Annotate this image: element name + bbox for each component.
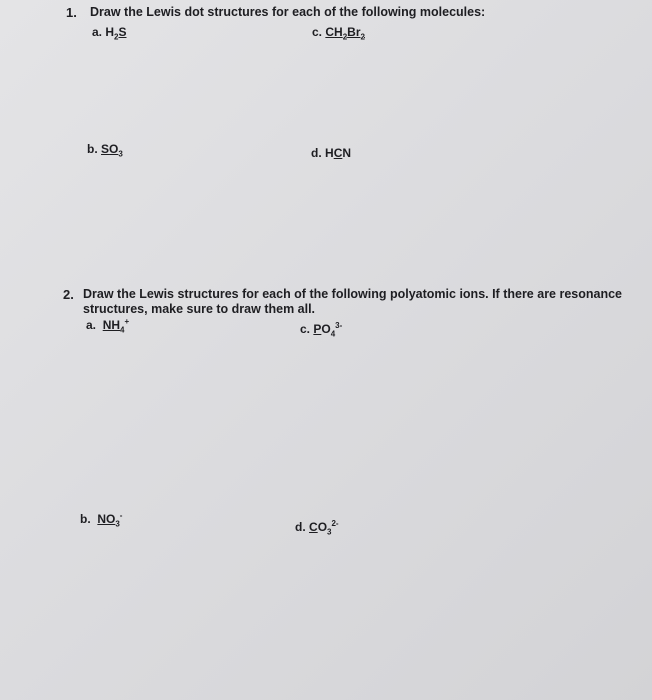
q2-prompt-line1: Draw the Lewis structures for each of the following polyatomic ions. If there are resonance: [83, 287, 623, 301]
q1-item-d: d. HCN: [311, 146, 352, 160]
q1-number: 1.: [66, 5, 77, 20]
q2-item-c: c. $PO_4^{3-}$: [300, 321, 343, 339]
q1-prompt: Draw the Lewis dot structures for each of the following molecules:: [90, 5, 486, 19]
q2-number: 2.: [63, 287, 74, 302]
q2-item-b: b. $NO_3^-$: [80, 511, 123, 529]
q2-item-d: d. $CO_3^{2-}$: [295, 519, 339, 537]
q2-item-a: a. $NH_4^+$: [86, 317, 130, 335]
q2-prompt-line2: structures, make sure to draw them all.: [83, 302, 316, 316]
q1-item-b: b. $SO_3$: [87, 142, 123, 159]
q1-item-c: c. $CH_2Br_2$: [312, 25, 365, 42]
q1-item-a: a. $H_2S$: [92, 25, 127, 42]
